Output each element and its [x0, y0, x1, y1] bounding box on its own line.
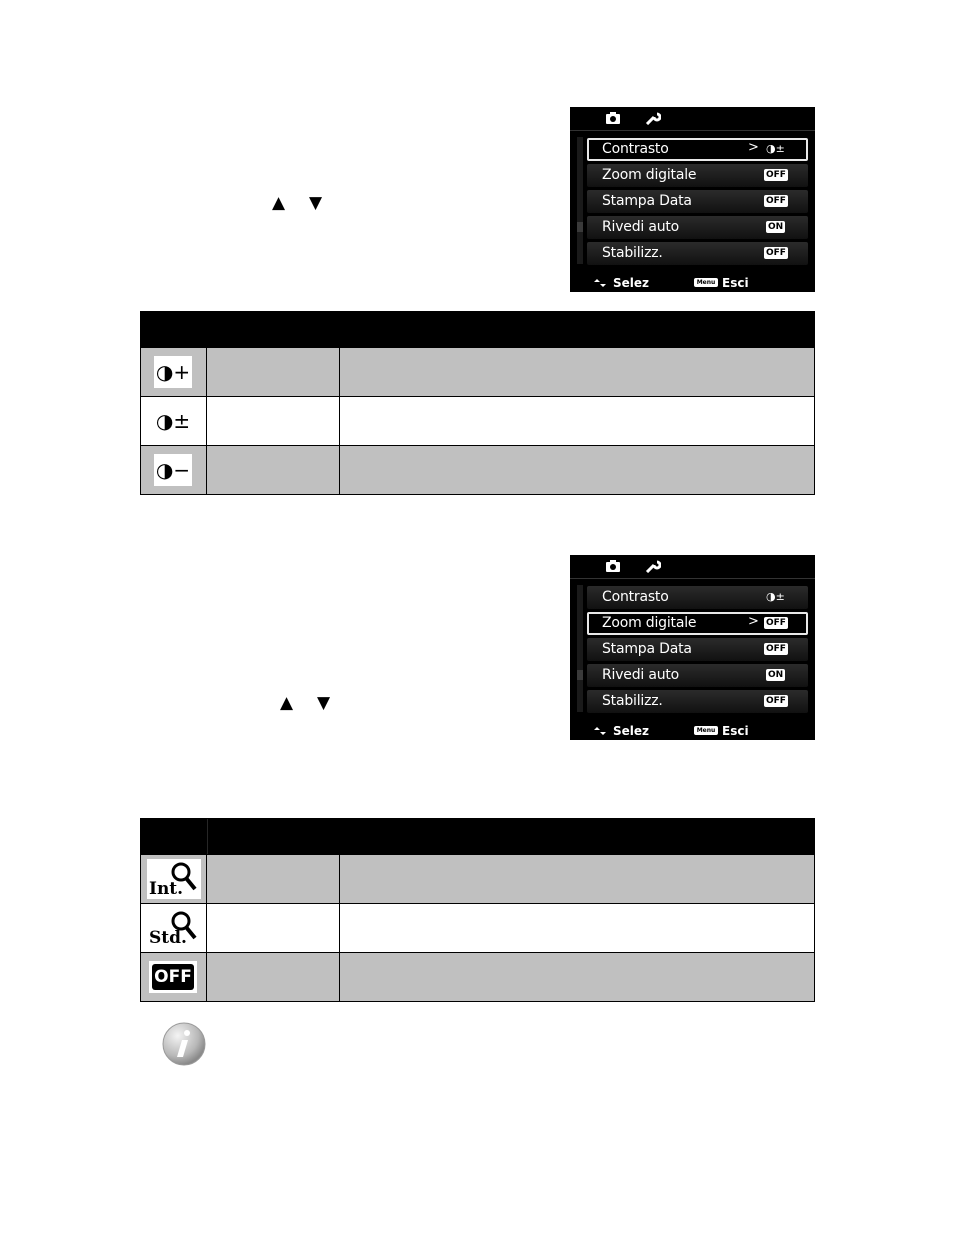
icon-cell — [141, 953, 207, 1001]
menu-key-icon: Menu — [694, 278, 718, 287]
camera-icon[interactable] — [605, 111, 621, 125]
table-row — [141, 952, 814, 1001]
status-badge: OFF — [766, 248, 786, 258]
off-icon-label: OFF — [152, 964, 194, 990]
wrench-icon[interactable] — [645, 111, 661, 125]
off-icon — [149, 961, 197, 993]
icon-cell — [141, 446, 207, 494]
status-badge: OFF — [766, 644, 786, 654]
description-cell — [340, 953, 814, 1001]
menu-item-date-stamp[interactable] — [587, 638, 808, 661]
chevron-right-icon: > — [748, 140, 759, 155]
description-cell — [340, 446, 814, 494]
menu-item-auto-review[interactable] — [587, 216, 808, 239]
menu-item-label: Rivedi auto — [602, 219, 680, 235]
table-row — [141, 396, 814, 445]
table-row — [141, 445, 814, 494]
menu-footer — [570, 274, 815, 292]
table-header — [141, 312, 814, 347]
up-arrow-icon: ▲ — [272, 193, 286, 213]
contrast-options-table — [140, 311, 815, 495]
menu-item-contrast[interactable] — [587, 586, 808, 609]
menu-item-contrast[interactable] — [587, 138, 808, 161]
menu-item-label: Zoom digitale — [602, 615, 697, 631]
standard-zoom-icon — [147, 908, 201, 948]
contrast-normal-icon: ◑± — [154, 405, 192, 437]
menu-item-label: Contrasto — [602, 141, 669, 157]
menu-item-label: Stampa Data — [602, 641, 692, 657]
wrench-icon[interactable] — [645, 559, 661, 573]
table-header — [141, 819, 814, 854]
description-cell — [340, 855, 814, 903]
scrollbar-thumb[interactable] — [577, 222, 583, 232]
footer-exit-label: Esci — [722, 724, 749, 738]
menu-footer — [570, 722, 815, 740]
down-arrow-icon: ▼ — [317, 693, 331, 713]
description-cell — [340, 904, 814, 952]
icon-cell — [141, 348, 207, 396]
icon-cell — [141, 855, 207, 903]
name-cell — [207, 446, 340, 494]
scrollbar-thumb[interactable] — [577, 670, 583, 680]
note-info-icon — [160, 1021, 208, 1067]
table-row — [141, 347, 814, 396]
name-cell — [207, 348, 340, 396]
zoom-icon-text: Int. — [149, 879, 184, 899]
status-badge: ON — [768, 222, 784, 232]
menu-tab-bar — [570, 107, 815, 131]
zoom-icon-text: Std. — [149, 928, 187, 948]
status-badge: OFF — [766, 170, 786, 180]
contrast-normal-icon: ◑± — [766, 142, 785, 155]
name-cell — [207, 855, 340, 903]
menu-item-stabilizer[interactable] — [587, 242, 808, 265]
description-cell — [340, 348, 814, 396]
digital-zoom-options-table — [140, 818, 815, 1002]
menu-tab-bar — [570, 555, 815, 579]
footer-select-label: Selez — [613, 276, 650, 290]
table-row — [141, 854, 814, 903]
menu-item-label: Stabilizz. — [602, 245, 663, 261]
menu-item-stabilizer[interactable] — [587, 690, 808, 713]
camera-menu-screen-contrast — [570, 107, 815, 292]
status-badge: ON — [768, 670, 784, 680]
status-badge: OFF — [766, 618, 786, 628]
icon-cell — [141, 397, 207, 445]
up-arrow-icon: ▲ — [280, 693, 294, 713]
name-cell — [207, 397, 340, 445]
up-down-nav-icon — [594, 278, 606, 288]
table-row — [141, 903, 814, 952]
icon-cell — [141, 904, 207, 952]
chevron-right-icon: > — [748, 614, 759, 629]
footer-exit-label: Esci — [722, 276, 749, 290]
menu-item-label: Zoom digitale — [602, 167, 697, 183]
scrollbar[interactable] — [577, 137, 583, 264]
menu-item-label: Stampa Data — [602, 193, 692, 209]
up-down-nav-icon — [594, 726, 606, 736]
contrast-high-icon: ◑+ — [154, 356, 192, 388]
menu-key-icon: Menu — [694, 726, 718, 735]
status-badge: OFF — [766, 196, 786, 206]
menu-item-digital-zoom[interactable] — [587, 164, 808, 187]
status-badge: OFF — [766, 696, 786, 706]
contrast-normal-icon: ◑± — [766, 590, 785, 603]
menu-item-label: Rivedi auto — [602, 667, 680, 683]
name-cell — [207, 953, 340, 1001]
footer-select-label: Selez — [613, 724, 650, 738]
scrollbar[interactable] — [577, 585, 583, 712]
intelligent-zoom-icon — [147, 859, 201, 899]
menu-item-label: Stabilizz. — [602, 693, 663, 709]
menu-item-digital-zoom[interactable] — [587, 612, 808, 635]
down-arrow-icon: ▼ — [309, 193, 323, 213]
contrast-low-icon: ◑− — [154, 454, 192, 486]
camera-menu-screen-zoom — [570, 555, 815, 740]
menu-item-auto-review[interactable] — [587, 664, 808, 687]
camera-icon[interactable] — [605, 559, 621, 573]
description-cell — [340, 397, 814, 445]
menu-item-label: Contrasto — [602, 589, 669, 605]
name-cell — [207, 904, 340, 952]
menu-item-date-stamp[interactable] — [587, 190, 808, 213]
